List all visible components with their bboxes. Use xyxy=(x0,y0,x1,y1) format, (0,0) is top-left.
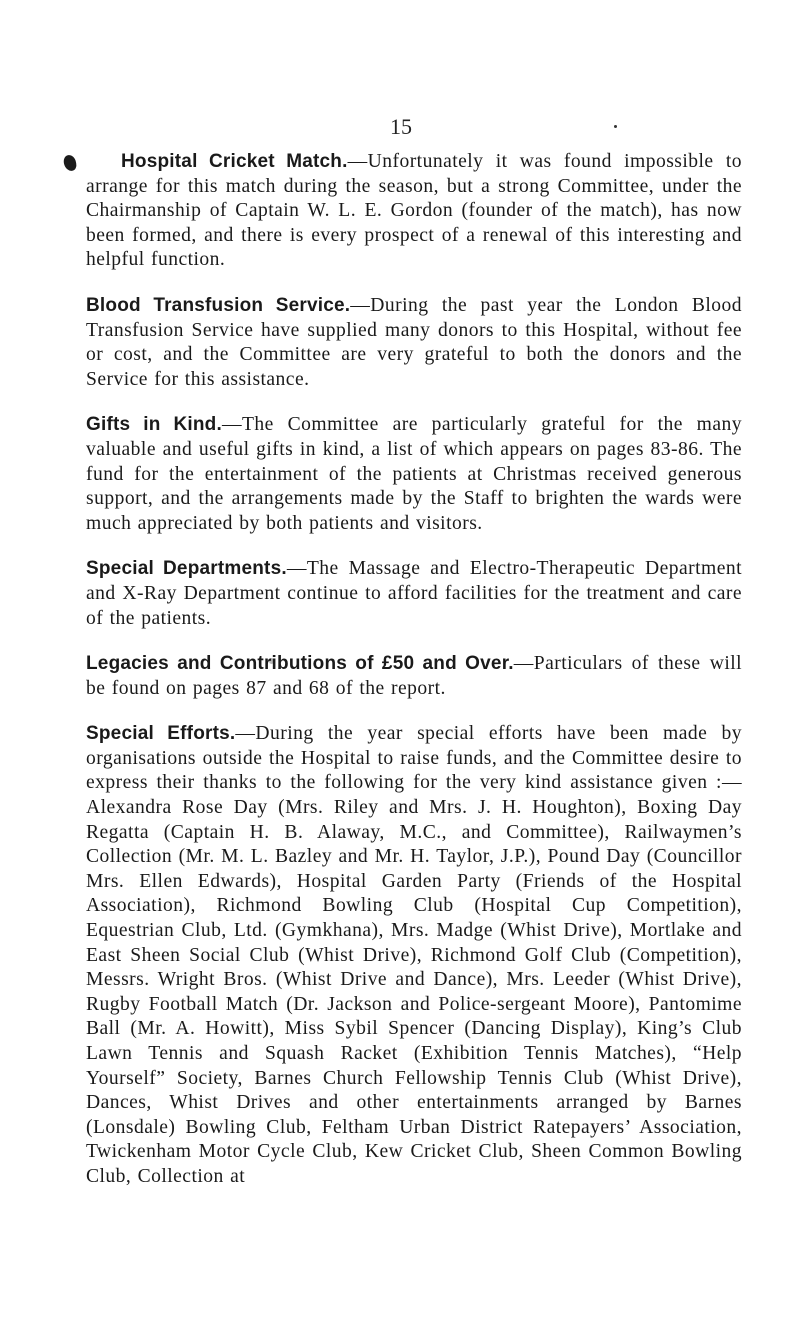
paragraph-legacies-and-contributions xyxy=(86,652,742,701)
paragraph-text: —During the year special efforts have been made by organisations outside the Hospital to raise funds, and the Committee desire to express their thanks to the following for the very kind assistance given :—Alexandra Rose Day (Mrs. Riley and Mrs. J. H. Houghton), Boxing Day Regatta (Captain H. B. Alaway, M.C., and Committee), Railwaymen’s Collection (Mr. M. L. Bazley and Mr. H. Taylor, J.P.), Pound Day (Councillor Mrs. Ellen Edwards), Hospital Garden Party (Friends of the Hospital Association), Richmond Bowling Club (Hospital Cup Competition), Equestrian Club, Ltd. (Gymkhana), Mrs. Madge (Whist Drive), Mortlake and East Sheen Social Club (Whist Drive), Richmond Golf Club (Competition), Messrs. Wright Bros. (Whist Drive and Dance), Mrs. Leeder (Whist Drive), Rugby Football Match (Dr. Jackson and Police-sergeant Moore), Pantomime Ball (Mr. A. Howitt), Miss Sybil Spencer (Dancing Display), King’s Club Lawn Tennis and Squash Racket (Exhibition Tennis Matches), “Help Yourself” Society, Barnes Church Fellowship Tennis Club (Whist Drive), Dances, Whist Drives and other entertainments arranged by Barnes (Lonsdale) Bowling Club, Feltham Urban District Ratepayers’ Association, Twickenham Motor Cycle Club, Kew Cricket Club, Sheen Common Bowling Club, Collection at xyxy=(86,723,742,1187)
ink-speck xyxy=(614,125,617,128)
paragraph-text: —The Committee are particularly grateful for the many valuable and useful gifts in kind, a list of which appears on pages 83-86. The fund for the entertainment of the patients at Christmas received generous support, and the arrangements made by the Staff to brighten the wards were much appreciated by both patients and visitors. xyxy=(86,414,743,534)
paragraph-special-departments xyxy=(86,557,742,631)
report-body xyxy=(86,150,742,1190)
paragraph-heading: Hospital Cricket Match. xyxy=(121,151,348,172)
ink-blot xyxy=(62,154,77,172)
paragraph-text: —The Massage and Electro-Therapeutic Department and X-Ray Department continue to afford facilities for the treatment and care of the patients. xyxy=(86,558,742,629)
page-number: 15 xyxy=(390,114,412,139)
paragraph-blood-transfusion-service xyxy=(86,294,742,392)
paragraph-special-efforts xyxy=(86,722,742,1189)
paragraph-text: —Particulars of these will be found on pages 87 and 68 of the report. xyxy=(86,653,743,699)
paragraph-heading: Blood Transfusion Service. xyxy=(86,294,351,316)
paragraph-heading: Special Departments. xyxy=(86,558,287,580)
paragraph-hospital-cricket-match xyxy=(86,150,742,273)
paragraph-text: —During the past year the London Blood Transfusion Service have supplied many donors to this Hospital, without fee or cost, and the Committee are very grateful to both the donors and the Service for this assistance. xyxy=(86,294,742,390)
paragraph-text: —Unfortunately it was found impossible to arrange for this match during the season, but a strong Committee, under the Chairmanship of Captain W. L. E. Gordon (founder of the match), has now been formed, and there is every prospect of a renewal of this interesting and helpful function. xyxy=(86,151,742,271)
paragraph-gifts-in-kind xyxy=(86,413,742,536)
paragraph-heading: Gifts in Kind. xyxy=(86,414,222,436)
paragraph-heading: Legacies and Contributions of £50 and Over. xyxy=(86,653,514,675)
paragraph-heading: Special Efforts. xyxy=(86,723,236,745)
